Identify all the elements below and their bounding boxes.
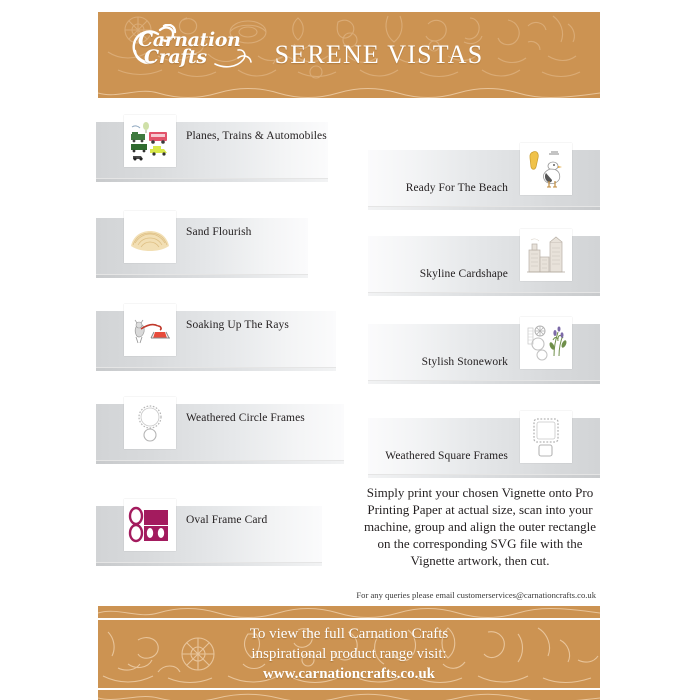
product-label: Stylish Stonework: [421, 356, 508, 368]
oval-frame-thumbnail-icon: [127, 502, 173, 548]
seagull-thumbnail-icon: [523, 146, 569, 192]
product-card[interactable]: [96, 506, 322, 562]
logo-line-1: Carnation: [138, 29, 241, 51]
square-frames-thumbnail-icon: [523, 414, 569, 460]
card-underline: [96, 563, 322, 566]
card-underline: [368, 207, 600, 210]
product-thumbnail: [520, 143, 572, 195]
product-card[interactable]: [96, 218, 308, 274]
product-thumbnail: [520, 229, 572, 281]
strip-pattern-icon: [98, 87, 600, 98]
product-label: Weathered Square Frames: [385, 450, 508, 462]
product-label: Weathered Circle Frames: [186, 412, 305, 424]
deckchair-thumbnail-icon: [127, 307, 173, 353]
product-thumbnail: [520, 411, 572, 463]
footer-strip-pattern-icon: [98, 607, 600, 618]
header-banner: [98, 12, 600, 86]
product-label: Ready For The Beach: [405, 182, 508, 194]
vehicles-thumbnail-icon: [127, 118, 173, 164]
circle-frames-thumbnail-icon: [127, 400, 173, 446]
footer-website-url[interactable]: www.carnationcrafts.co.uk: [262, 666, 436, 682]
card-underline: [96, 461, 344, 464]
product-thumbnail: [520, 317, 572, 369]
sand-thumbnail-icon: [127, 214, 173, 260]
customer-queries-text: For any queries please email customerservices@carnationcrafts.co.uk: [356, 590, 596, 600]
product-thumbnail: [124, 115, 176, 167]
footer-line-2: inspirational product range visit:: [251, 646, 447, 662]
card-underline: [368, 381, 600, 384]
card-underline: [96, 179, 328, 182]
banner-lower-strip: [98, 86, 600, 98]
product-card[interactable]: [368, 324, 600, 380]
product-label: Skyline Cardshape: [419, 268, 508, 280]
footer-bottom-pattern-icon: [98, 693, 600, 700]
page-title: SERENE VISTAS: [274, 40, 484, 69]
product-card[interactable]: [96, 404, 344, 460]
product-label: Planes, Trains & Automobiles: [186, 130, 327, 142]
stonework-thumbnail-icon: [523, 320, 569, 366]
instructions-text: Simply print your chosen Vignette onto Pro Printing Paper at actual size, scan into your machine, group and align the outer rectangle on the corresponding SVG file with the Vignette artwork, then cut.: [363, 485, 597, 568]
product-thumbnail: [124, 211, 176, 263]
card-underline: [96, 368, 336, 371]
footer-text-block: [98, 620, 600, 688]
logo-line-2: Crafts: [144, 46, 207, 68]
product-card[interactable]: [368, 150, 600, 206]
product-card[interactable]: [368, 236, 600, 292]
product-thumbnail: [124, 499, 176, 551]
product-thumbnail: [124, 397, 176, 449]
card-underline: [368, 293, 600, 296]
product-card[interactable]: [368, 418, 600, 474]
product-label: Soaking Up The Rays: [186, 319, 289, 331]
card-underline: [368, 475, 600, 478]
footer-banner: [98, 620, 600, 688]
product-label: Oval Frame Card: [186, 514, 268, 526]
product-card[interactable]: [96, 122, 328, 178]
skyline-thumbnail-icon: [523, 232, 569, 278]
card-underline: [96, 275, 308, 278]
footer-lower-strip: [98, 690, 600, 700]
product-thumbnail: [124, 304, 176, 356]
product-card[interactable]: [96, 311, 336, 367]
footer-upper-strip: [98, 606, 600, 618]
product-label: Sand Flourish: [186, 226, 252, 238]
footer-line-1: To view the full Carnation Crafts: [249, 626, 449, 642]
